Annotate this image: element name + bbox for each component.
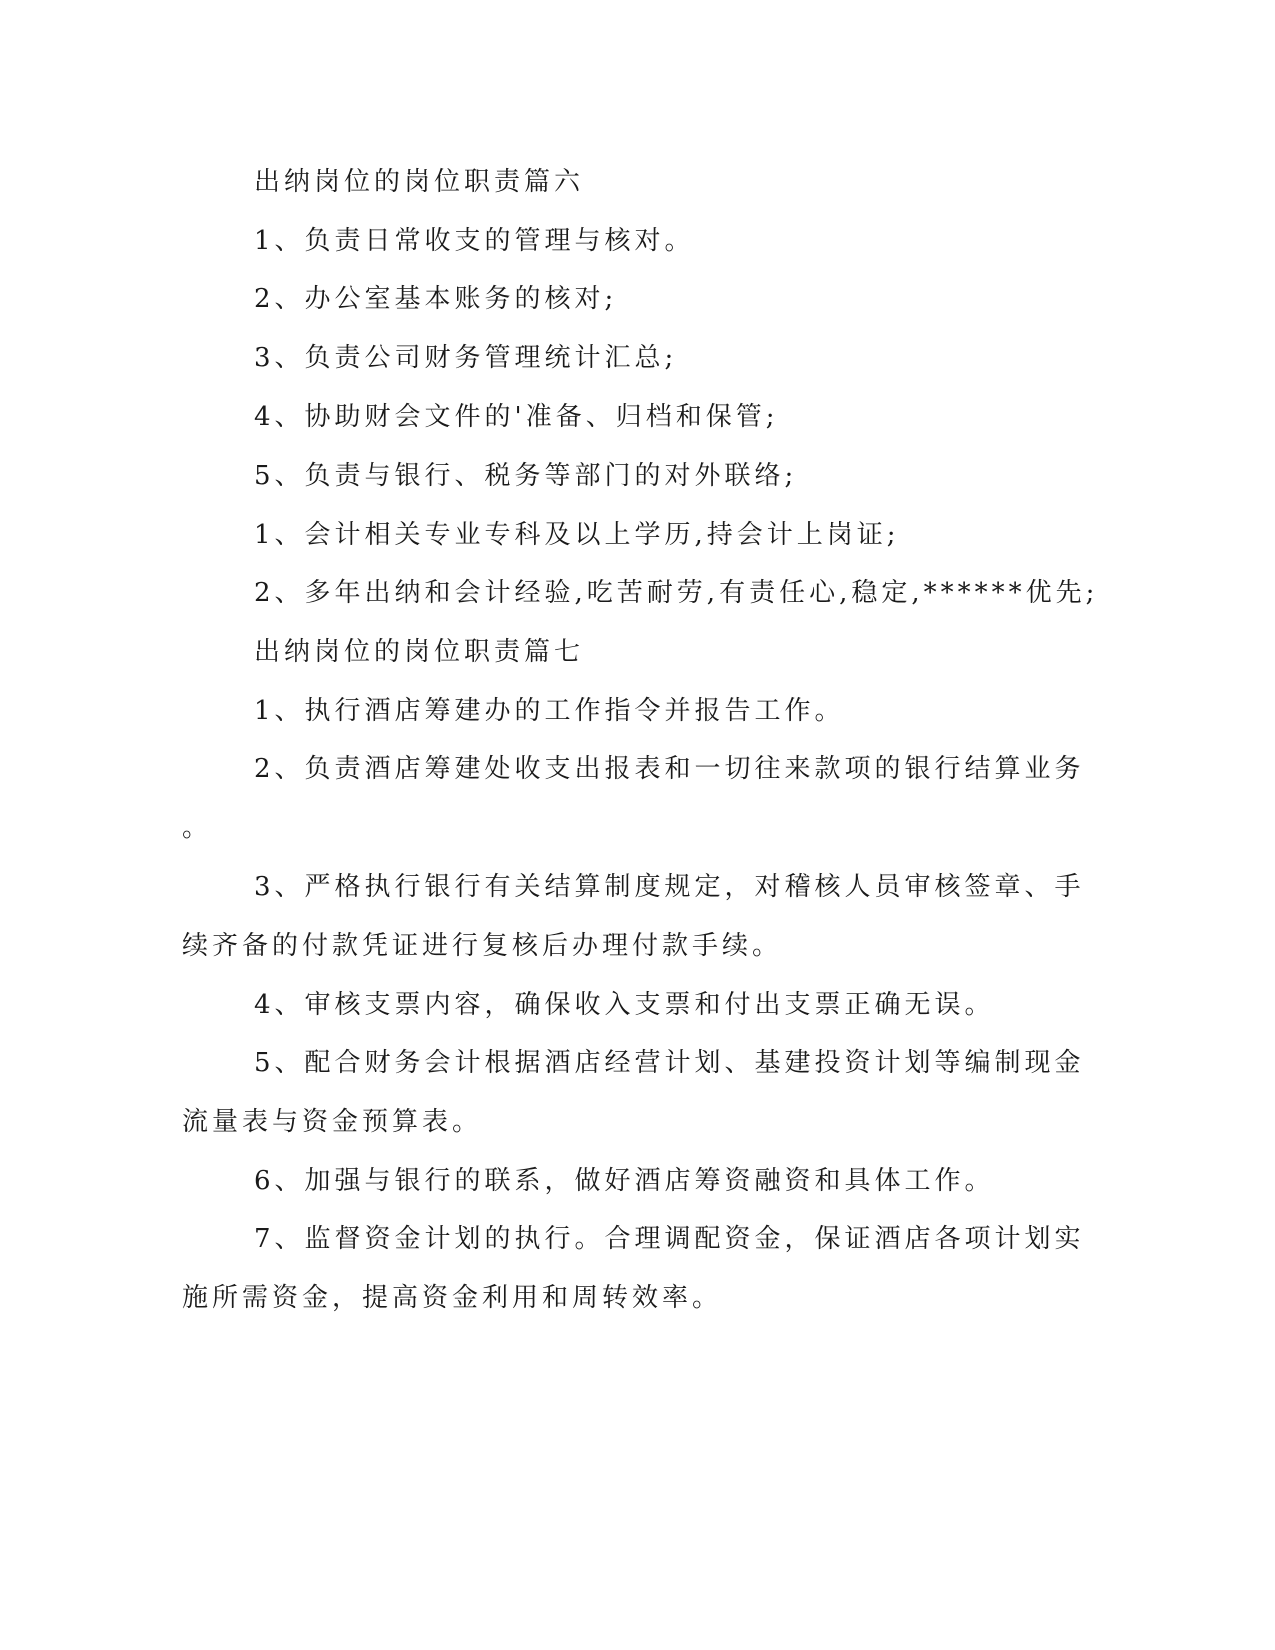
list-item-3: 3、严格执行银行有关结算制度规定，对稽核人员审核签章、手 [254, 872, 1085, 902]
list-item-5: 5、配合财务会计根据酒店经营计划、基建投资计划等编制现金 [254, 1048, 1085, 1078]
requirement-item-2: 2、多年出纳和会计经验,吃苦耐劳,有责任心,稳定,******优先; [254, 578, 1099, 608]
duty-item-4: 4、协助财会文件的'准备、归档和保管; [254, 402, 779, 432]
duty-item-1: 1、负责日常收支的管理与核对。 [254, 226, 695, 256]
list-item-4: 4、审核支票内容，确保收入支票和付出支票正确无误。 [254, 990, 995, 1020]
list-item-2: 2、负责酒店筹建处收支出报表和一切往来款项的银行结算业务 [254, 754, 1085, 784]
list-item-7: 7、监督资金计划的执行。合理调配资金，保证酒店各项计划实 [254, 1224, 1085, 1254]
list-item-1: 1、执行酒店筹建办的工作指令并报告工作。 [254, 696, 845, 726]
requirement-item-1: 1、会计相关专业专科及以上学历,持会计上岗证; [254, 520, 900, 550]
duty-item-2: 2、办公室基本账务的核对; [254, 284, 618, 314]
list-item-5-continuation: 流量表与资金预算表。 [182, 1107, 483, 1137]
section-heading-7: 出纳岗位的岗位职责篇七 [254, 637, 585, 667]
section-heading-6: 出纳岗位的岗位职责篇六 [254, 167, 585, 197]
list-item-7-continuation: 施所需资金，提高资金利用和周转效率。 [182, 1283, 723, 1313]
list-item-6: 6、加强与银行的联系，做好酒店筹资融资和具体工作。 [254, 1166, 995, 1196]
duty-item-3: 3、负责公司财务管理统计汇总; [254, 343, 678, 373]
list-item-3-continuation: 续齐备的付款凭证进行复核后办理付款手续。 [182, 931, 783, 961]
list-item-2-continuation: 。 [182, 813, 213, 843]
duty-item-5: 5、负责与银行、税务等部门的对外联络; [254, 461, 798, 491]
